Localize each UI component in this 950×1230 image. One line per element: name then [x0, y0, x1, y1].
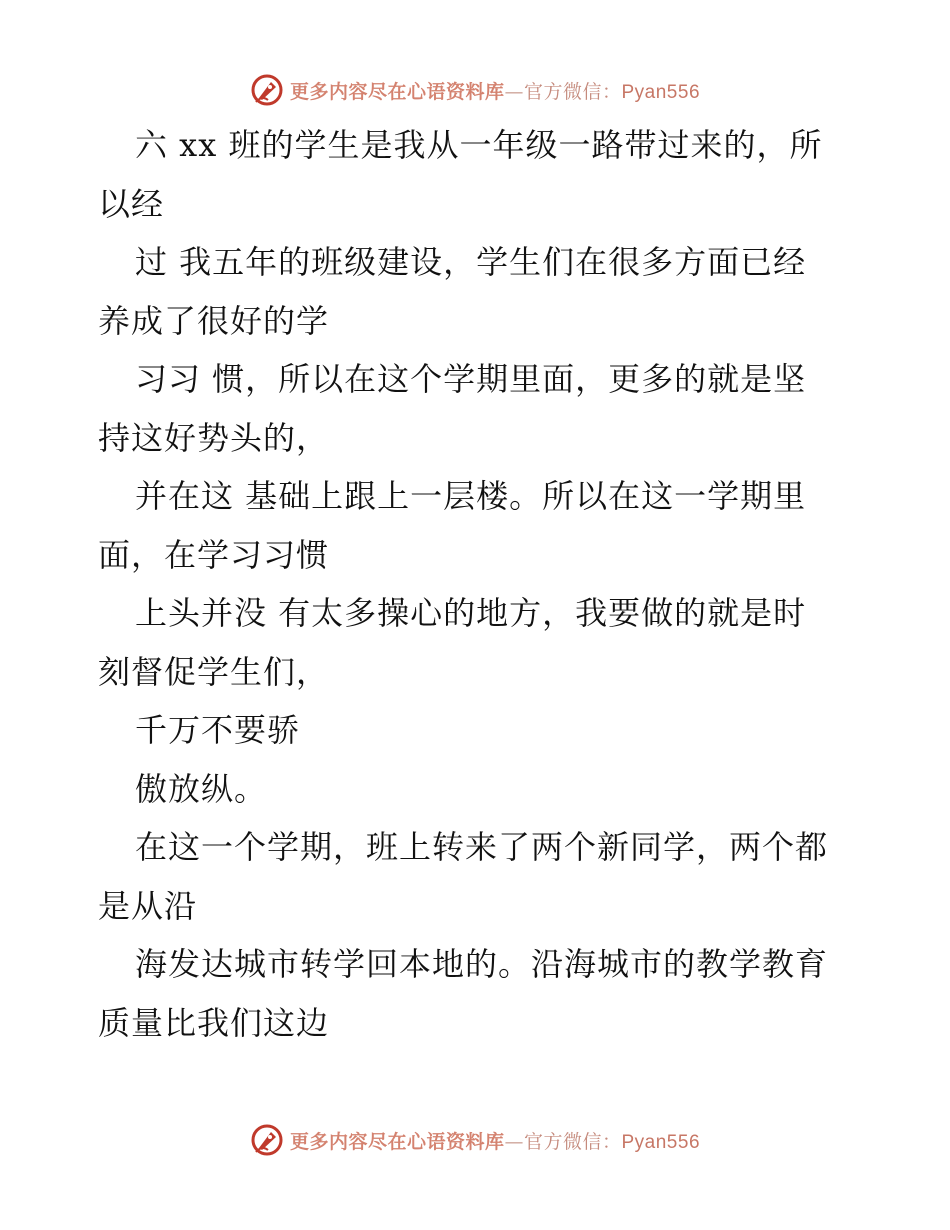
- text-line: 持这好势头的，: [98, 418, 330, 457]
- text-line: 是从沿: [98, 886, 198, 925]
- text-line: 六 xx 班的学生是我从一年级一路带过来的，所: [135, 126, 823, 164]
- pen-nib-logo-icon: [250, 73, 284, 107]
- pen-nib-logo-icon: [250, 1123, 284, 1157]
- banner-wechat-label: 官方微信：: [523, 1130, 622, 1153]
- text-line: 面，在学习习惯: [98, 535, 330, 574]
- document-body: [98, 116, 858, 1052]
- text-line: 千万不要骄: [135, 711, 301, 749]
- banner-wechat-label: 官方微信：: [523, 80, 622, 103]
- text-line: 过 我五年的班级建设，学生们在很多方面已经: [135, 243, 807, 281]
- text-line: 在这一个学期，班上转来了两个新同学，两个都: [135, 828, 829, 866]
- banner-text: [290, 1127, 700, 1154]
- text-line: 傲放纵。: [135, 769, 268, 808]
- banner-wechat-id: Pyan556: [621, 81, 701, 103]
- text-line: 质量比我们这边: [98, 1003, 330, 1042]
- footer-banner: [0, 1120, 950, 1160]
- banner-text: [290, 77, 700, 104]
- banner-separator: —: [504, 80, 524, 103]
- banner-separator: —: [504, 1130, 524, 1153]
- banner-brand: 更多内容尽在心语资料库: [289, 80, 505, 103]
- text-line: 习习 惯，所以在这个学期里面，更多的就是坚: [135, 360, 807, 398]
- banner-wechat-id: Pyan556: [621, 1131, 701, 1153]
- text-line: 养成了很好的学: [98, 301, 330, 340]
- text-line: 上头并没 有太多操心的地方，我要做的就是时: [135, 594, 807, 632]
- text-line: 以经: [98, 184, 165, 223]
- text-line: 刻督促学生们，: [98, 652, 330, 691]
- header-banner: [0, 70, 950, 110]
- text-line: 并在这 基础上跟上一层楼。所以在这一学期里: [135, 477, 807, 515]
- banner-brand: 更多内容尽在心语资料库: [289, 1130, 505, 1153]
- text-line: 海发达城市转学回本地的。沿海城市的教学教育: [135, 945, 829, 983]
